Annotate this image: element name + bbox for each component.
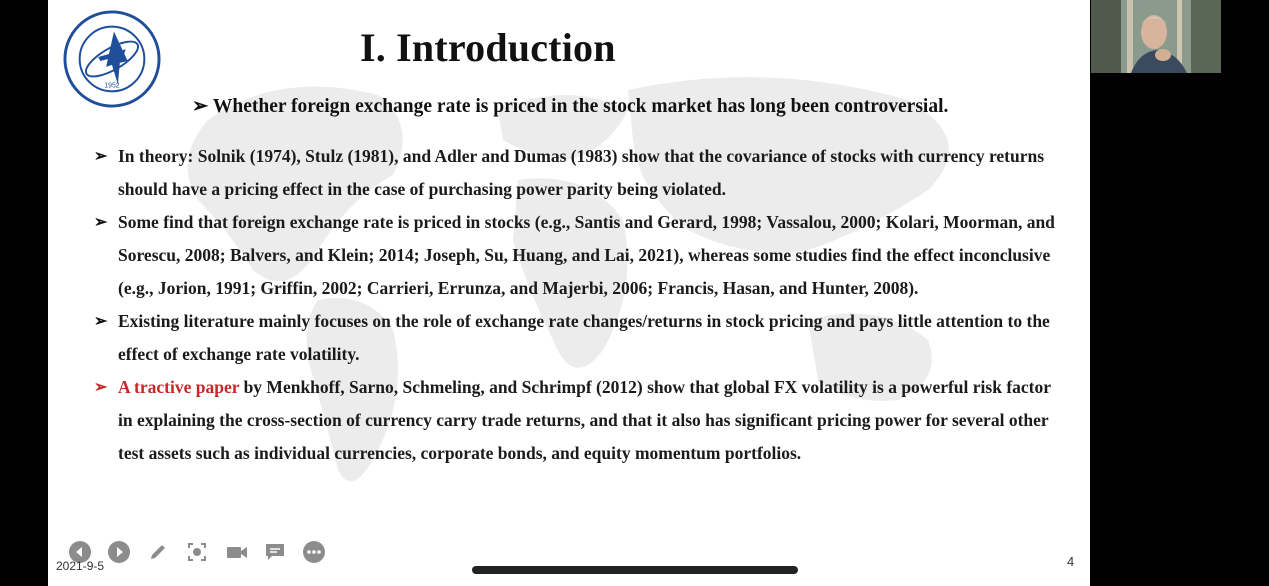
bullet-text: Some find that foreign exchange rate is priced in stocks (e.g., Santis and Gerard, 1998; Vassalou, 2000; Kolari, Moorman, and Sorescu, 2008; Balvers, and Klein; 2014; Joseph, Su, Huang, and Lai, 2021), whereas some studies find the effect inconclusive (e.g., Jorion, 1991; Griffin, 2002; Carrieri, Errunza, and Majerbi, 2006; Francis, Hasan, and Hunter, 2008). [118,212,1055,298]
chat-icon[interactable] [264,541,286,563]
slide-page-number: 4 [1067,554,1075,569]
highlight-text: A tractive paper [118,377,240,397]
camera-icon[interactable] [225,541,247,563]
bullet-list [94,140,1062,470]
bullet-item [94,206,1062,305]
slide-date: 2021-9-5 [56,559,105,573]
lead-text: Whether foreign exchange rate is priced in the stock market has long been controversial. [212,96,949,117]
playback-progress-bar[interactable] [472,566,798,574]
arrow-bullet-icon: ➢ [94,313,108,330]
arrow-bullet-icon: ➢ [192,96,213,117]
bullet-text: In theory: Solnik (1974), Stulz (1981), and Adler and Dumas (1983) show that the covariance of stocks with currency returns should have a pricing effect in the case of purchasing power parity being violated. [118,146,1045,199]
bullet-text: Existing literature mainly focuses on the role of exchange rate changes/returns in stock pricing and pays little attention to the effect of exchange rate volatility. [118,311,1050,364]
bullet-item [94,371,1062,470]
bullet-text: by Menkhoff, Sarno, Schmeling, and Schrimpf (2012) show that global FX volatility is a powerful risk factor in explaining the cross-section of currency carry trade returns, and that it also has significant pricing power for several other test assets such as individual currencies, corporate bonds, and equity momentum portfolios. [118,377,1051,463]
bullet-item [94,140,1062,206]
presentation-slide [48,0,1090,586]
arrow-bullet-icon: ➢ [94,148,108,165]
bullet-item [94,305,1062,371]
webcam-feed-icon [1091,0,1221,73]
arrow-bullet-icon: ➢ [94,214,108,231]
university-logo [63,10,161,108]
slide-title: I. Introduction [360,25,616,70]
more-icon[interactable] [303,541,325,563]
next-slide-icon[interactable] [108,541,130,563]
lead-bullet [192,94,948,118]
pen-icon[interactable] [147,541,169,563]
screenshot-icon[interactable] [186,541,208,563]
presenter-webcam[interactable] [1091,0,1221,73]
arrow-bullet-icon: ➢ [94,379,108,396]
logo-year: 1952 [104,82,120,90]
